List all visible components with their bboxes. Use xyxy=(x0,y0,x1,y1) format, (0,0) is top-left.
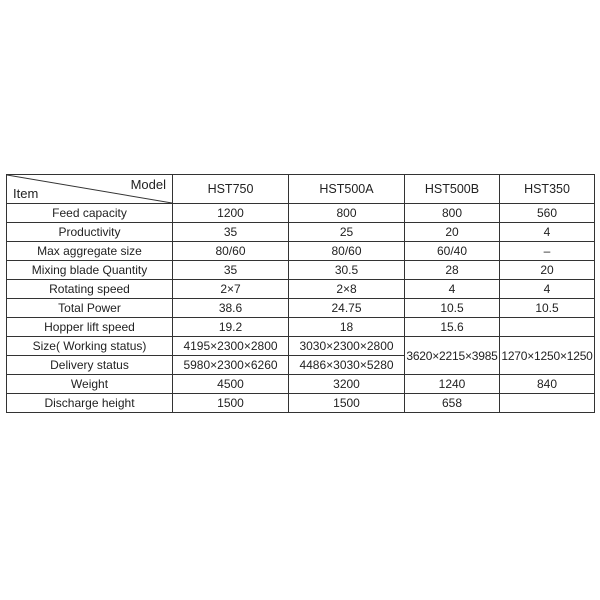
table-row xyxy=(7,280,595,299)
table-cell: 2×7 xyxy=(173,280,289,299)
table-cell: 1200 xyxy=(173,204,289,223)
table-cell: 35 xyxy=(173,223,289,242)
table-cell: 15.6 xyxy=(405,318,500,337)
table-cell xyxy=(500,318,595,337)
table-cell: 4195×2300×2800 xyxy=(173,337,289,356)
table-cell: 2×8 xyxy=(289,280,405,299)
table-cell: 3030×2300×2800 xyxy=(289,337,405,356)
table-cell: 24.75 xyxy=(289,299,405,318)
corner-model-label: Model xyxy=(130,177,166,192)
table-cell: 28 xyxy=(405,261,500,280)
row-label: Rotating speed xyxy=(7,280,173,299)
table-row xyxy=(7,223,595,242)
row-label: Delivery status xyxy=(7,356,173,375)
row-label: Weight xyxy=(7,375,173,394)
table-cell: 1500 xyxy=(173,394,289,413)
table-row xyxy=(7,299,595,318)
table-cell: 4 xyxy=(500,280,595,299)
table-cell: 658 xyxy=(405,394,500,413)
row-label: Total Power xyxy=(7,299,173,318)
table-cell: 1500 xyxy=(289,394,405,413)
table-row xyxy=(7,318,595,337)
row-label: Discharge height xyxy=(7,394,173,413)
spec-table xyxy=(6,174,595,413)
row-label: Size( Working status) xyxy=(7,337,173,356)
table-cell: 840 xyxy=(500,375,595,394)
model-header-hst500a: HST500A xyxy=(289,175,405,204)
table-cell: 80/60 xyxy=(173,242,289,261)
table-row xyxy=(7,375,595,394)
table-cell: 30.5 xyxy=(289,261,405,280)
table-cell: 10.5 xyxy=(405,299,500,318)
table-cell: 25 xyxy=(289,223,405,242)
table-cell: 35 xyxy=(173,261,289,280)
table-row xyxy=(7,337,595,356)
table-cell: 4500 xyxy=(173,375,289,394)
table-cell: 3200 xyxy=(289,375,405,394)
table-cell: 19.2 xyxy=(173,318,289,337)
header-row xyxy=(7,175,595,204)
row-label: Productivity xyxy=(7,223,173,242)
table-cell: 560 xyxy=(500,204,595,223)
table-row xyxy=(7,394,595,413)
row-label: Hopper lift speed xyxy=(7,318,173,337)
model-header-hst500b: HST500B xyxy=(405,175,500,204)
corner-item-label: Item xyxy=(13,186,39,201)
table-cell: 4 xyxy=(405,280,500,299)
table-cell: 80/60 xyxy=(289,242,405,261)
table-cell: 60/40 xyxy=(405,242,500,261)
table-cell: – xyxy=(500,242,595,261)
model-header-hst750: HST750 xyxy=(173,175,289,204)
merged-size-cell-hst500b: 3620×2215×3985 xyxy=(405,337,500,375)
table-row xyxy=(7,242,595,261)
merged-size-cell-hst350: 1270×1250×1250 xyxy=(500,337,595,375)
table-cell: 800 xyxy=(289,204,405,223)
table-cell: 4 xyxy=(500,223,595,242)
table-cell: 4486×3030×5280 xyxy=(289,356,405,375)
table-cell: 10.5 xyxy=(500,299,595,318)
table-cell: 38.6 xyxy=(173,299,289,318)
corner-cell xyxy=(7,175,173,204)
table-cell: 18 xyxy=(289,318,405,337)
row-label: Max aggregate size xyxy=(7,242,173,261)
table-cell: 20 xyxy=(500,261,595,280)
row-label: Feed capacity xyxy=(7,204,173,223)
row-label: Mixing blade Quantity xyxy=(7,261,173,280)
table-cell: 5980×2300×6260 xyxy=(173,356,289,375)
table-cell xyxy=(500,394,595,413)
table-cell: 20 xyxy=(405,223,500,242)
table-cell: 800 xyxy=(405,204,500,223)
table-cell: 1240 xyxy=(405,375,500,394)
table-row xyxy=(7,204,595,223)
model-header-hst350: HST350 xyxy=(500,175,595,204)
table-row xyxy=(7,261,595,280)
